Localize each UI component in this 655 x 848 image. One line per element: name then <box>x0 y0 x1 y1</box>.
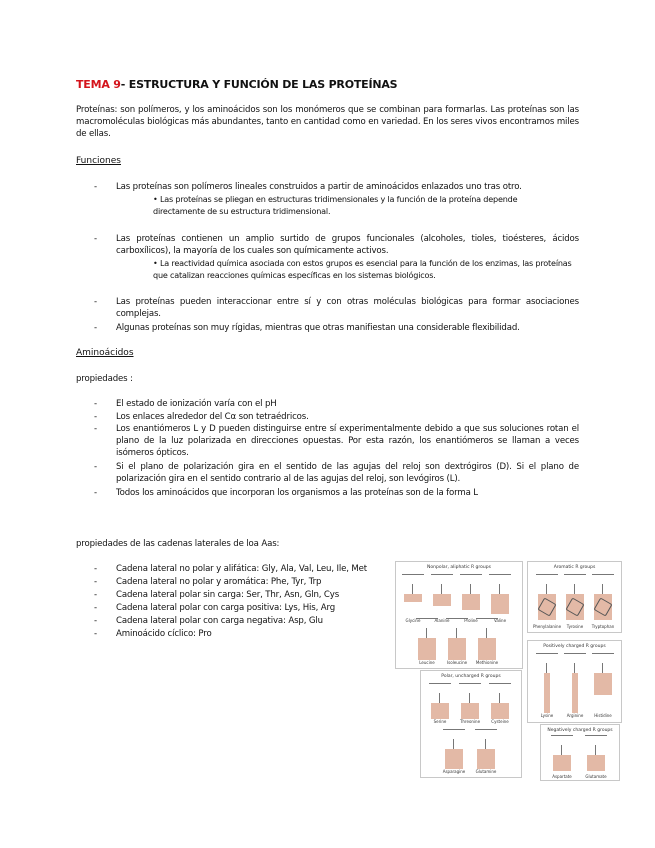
intro-paragraph: Proteínas: son polímeros, y los aminoácidos son los monómeros que se combinan para formarlas. Las proteínas son las macromoléculas biológicas más abundantes, tanto en cantidad como en variedad. En los seres vivos encontramos miles de ellas. <box>76 105 579 139</box>
bullet-dash: - <box>94 462 98 472</box>
panel-negative <box>540 724 620 781</box>
page-title: TEMA 9- ESTRUCTURA Y FUNCIÓN DE LAS PROTEÍNAS <box>76 78 398 91</box>
list-item: Cadena lateral no polar y alifática: Gly, Ala, Val, Leu, Ile, Met <box>116 564 368 574</box>
molecule-label: Glycine <box>405 618 421 623</box>
list-item: Cadena lateral polar con carga positiva: Lys, His, Arg <box>116 603 336 613</box>
list-item: Cadena lateral polar con carga negativa: Asp, Glu <box>116 616 323 626</box>
molecule-label: Isoleucine <box>446 660 468 665</box>
molecule-label: Phenylalanine <box>532 624 562 629</box>
list-item: El estado de ionización varía con el pH <box>116 399 277 409</box>
section-heading-funciones: Funciones <box>76 156 121 166</box>
sub-list-item: • Las proteínas se pliegan en estructuras tridimensionales y la función de la proteína depende directamente de su estructura tridimensional. <box>153 194 518 216</box>
list-item: Si el plano de polarización gira en el sentido de las agujas del reloj son dextrógiros (D). Si el plano de polarización gira en el sentido contrario al de las agujas del reloj, son levógiros (L). <box>116 462 579 484</box>
bullet-dash: - <box>94 564 98 574</box>
molecule-label: Glutamine <box>475 769 497 774</box>
molecule-label: Tyrosine <box>566 624 584 629</box>
molecule-label: Proline <box>464 618 478 623</box>
bullet-dash: - <box>94 488 98 498</box>
molecule-label: Serine <box>433 719 447 724</box>
list-item: Los enantiómeros L y D pueden distinguirse entre sí experimentalmente debido a que sus soluciones rotan el plano de la luz polarizada en direcciones opuestas. Por esta razón, los enantiómeros se llaman a veces isómeros ópticos. <box>116 424 579 458</box>
cadenas-label: propiedades de las cadenas laterales de loa Aas: <box>76 539 280 549</box>
molecule-label: Tryptophan <box>591 624 615 629</box>
list-item: Cadena lateral no polar y aromática: Phe, Tyr, Trp <box>116 577 322 587</box>
list-item: Cadena lateral polar sin carga: Ser, Thr, Asn, Gln, Cys <box>116 590 340 600</box>
bullet-dash: - <box>94 323 98 333</box>
molecule-label: Asparagine <box>442 769 466 774</box>
bullet-dash: - <box>94 590 98 600</box>
bullet-dash: - <box>94 234 98 244</box>
bullet-dash: - <box>94 412 98 422</box>
molecule-label: Methionine <box>475 660 499 665</box>
molecule-label: Histidine <box>594 713 612 718</box>
section-heading-aminoacidos: Aminoácidos <box>76 348 134 358</box>
panel-title: Negatively charged R groups <box>547 728 613 733</box>
bullet-dash: - <box>94 182 98 192</box>
molecule-label: Arginine <box>566 713 584 718</box>
panel-aliphatic <box>395 561 523 669</box>
list-item: Los enlaces alrededor del Cα son tetraédricos. <box>116 412 309 422</box>
bullet-dash: - <box>94 603 98 613</box>
list-item: Las proteínas son polímeros lineales construidos a partir de aminoácidos enlazados uno tras otro. <box>116 182 522 192</box>
molecule-label: Alanine <box>434 618 450 623</box>
panel-title: Nonpolar, aliphatic R groups <box>427 565 491 570</box>
molecule-label: Lysine <box>540 713 554 718</box>
molecule-label: Glutamate <box>585 774 607 779</box>
bullet-dash: - <box>94 297 98 307</box>
list-item: Algunas proteínas son muy rígidas, mientras que otras manifiestan una considerable flexibilidad. <box>116 323 520 333</box>
bullet-dash: - <box>94 616 98 626</box>
panel-polar <box>420 670 522 778</box>
bullet-dash: - <box>94 399 98 409</box>
bullet-dash: - <box>94 424 98 434</box>
panel-aromatic <box>527 561 622 633</box>
list-item: Las proteínas contienen un amplio surtido de grupos funcionales (alcoholes, tioles, tioésteres, ácidos carboxílicos), la mayoría de los cuales son químicamente activos. <box>116 234 579 256</box>
panel-title: Polar, uncharged R groups <box>441 674 501 679</box>
bullet-dash: - <box>94 629 98 639</box>
sub-list-item: • La reactividad química asociada con estos grupos es esencial para la función de los enzimas, las proteínas que catalizan reacciones químicas específicas en los sistemas biológicos. <box>153 258 572 280</box>
molecule-label: Leucine <box>419 660 435 665</box>
list-item: Todos los aminoácidos que incorporan los organismos a las proteínas son de la forma L <box>116 488 478 498</box>
list-item: Aminoácido cíclico: Pro <box>116 629 212 639</box>
bullet-dash: - <box>94 577 98 587</box>
molecule-label: Aspartate <box>552 774 572 779</box>
molecule-label: Cysteine <box>491 719 509 724</box>
panel-title: Aromatic R groups <box>553 565 596 570</box>
propiedades-label: propiedades : <box>76 374 133 384</box>
panel-title: Positively charged R groups <box>543 644 606 649</box>
list-item: Las proteínas pueden interaccionar entre sí y con otras moléculas biológicas para formar asociaciones complejas. <box>116 297 579 319</box>
panel-positive <box>527 640 622 723</box>
molecule-label: Threonine <box>459 719 481 724</box>
molecule-label: Valine <box>493 618 507 623</box>
